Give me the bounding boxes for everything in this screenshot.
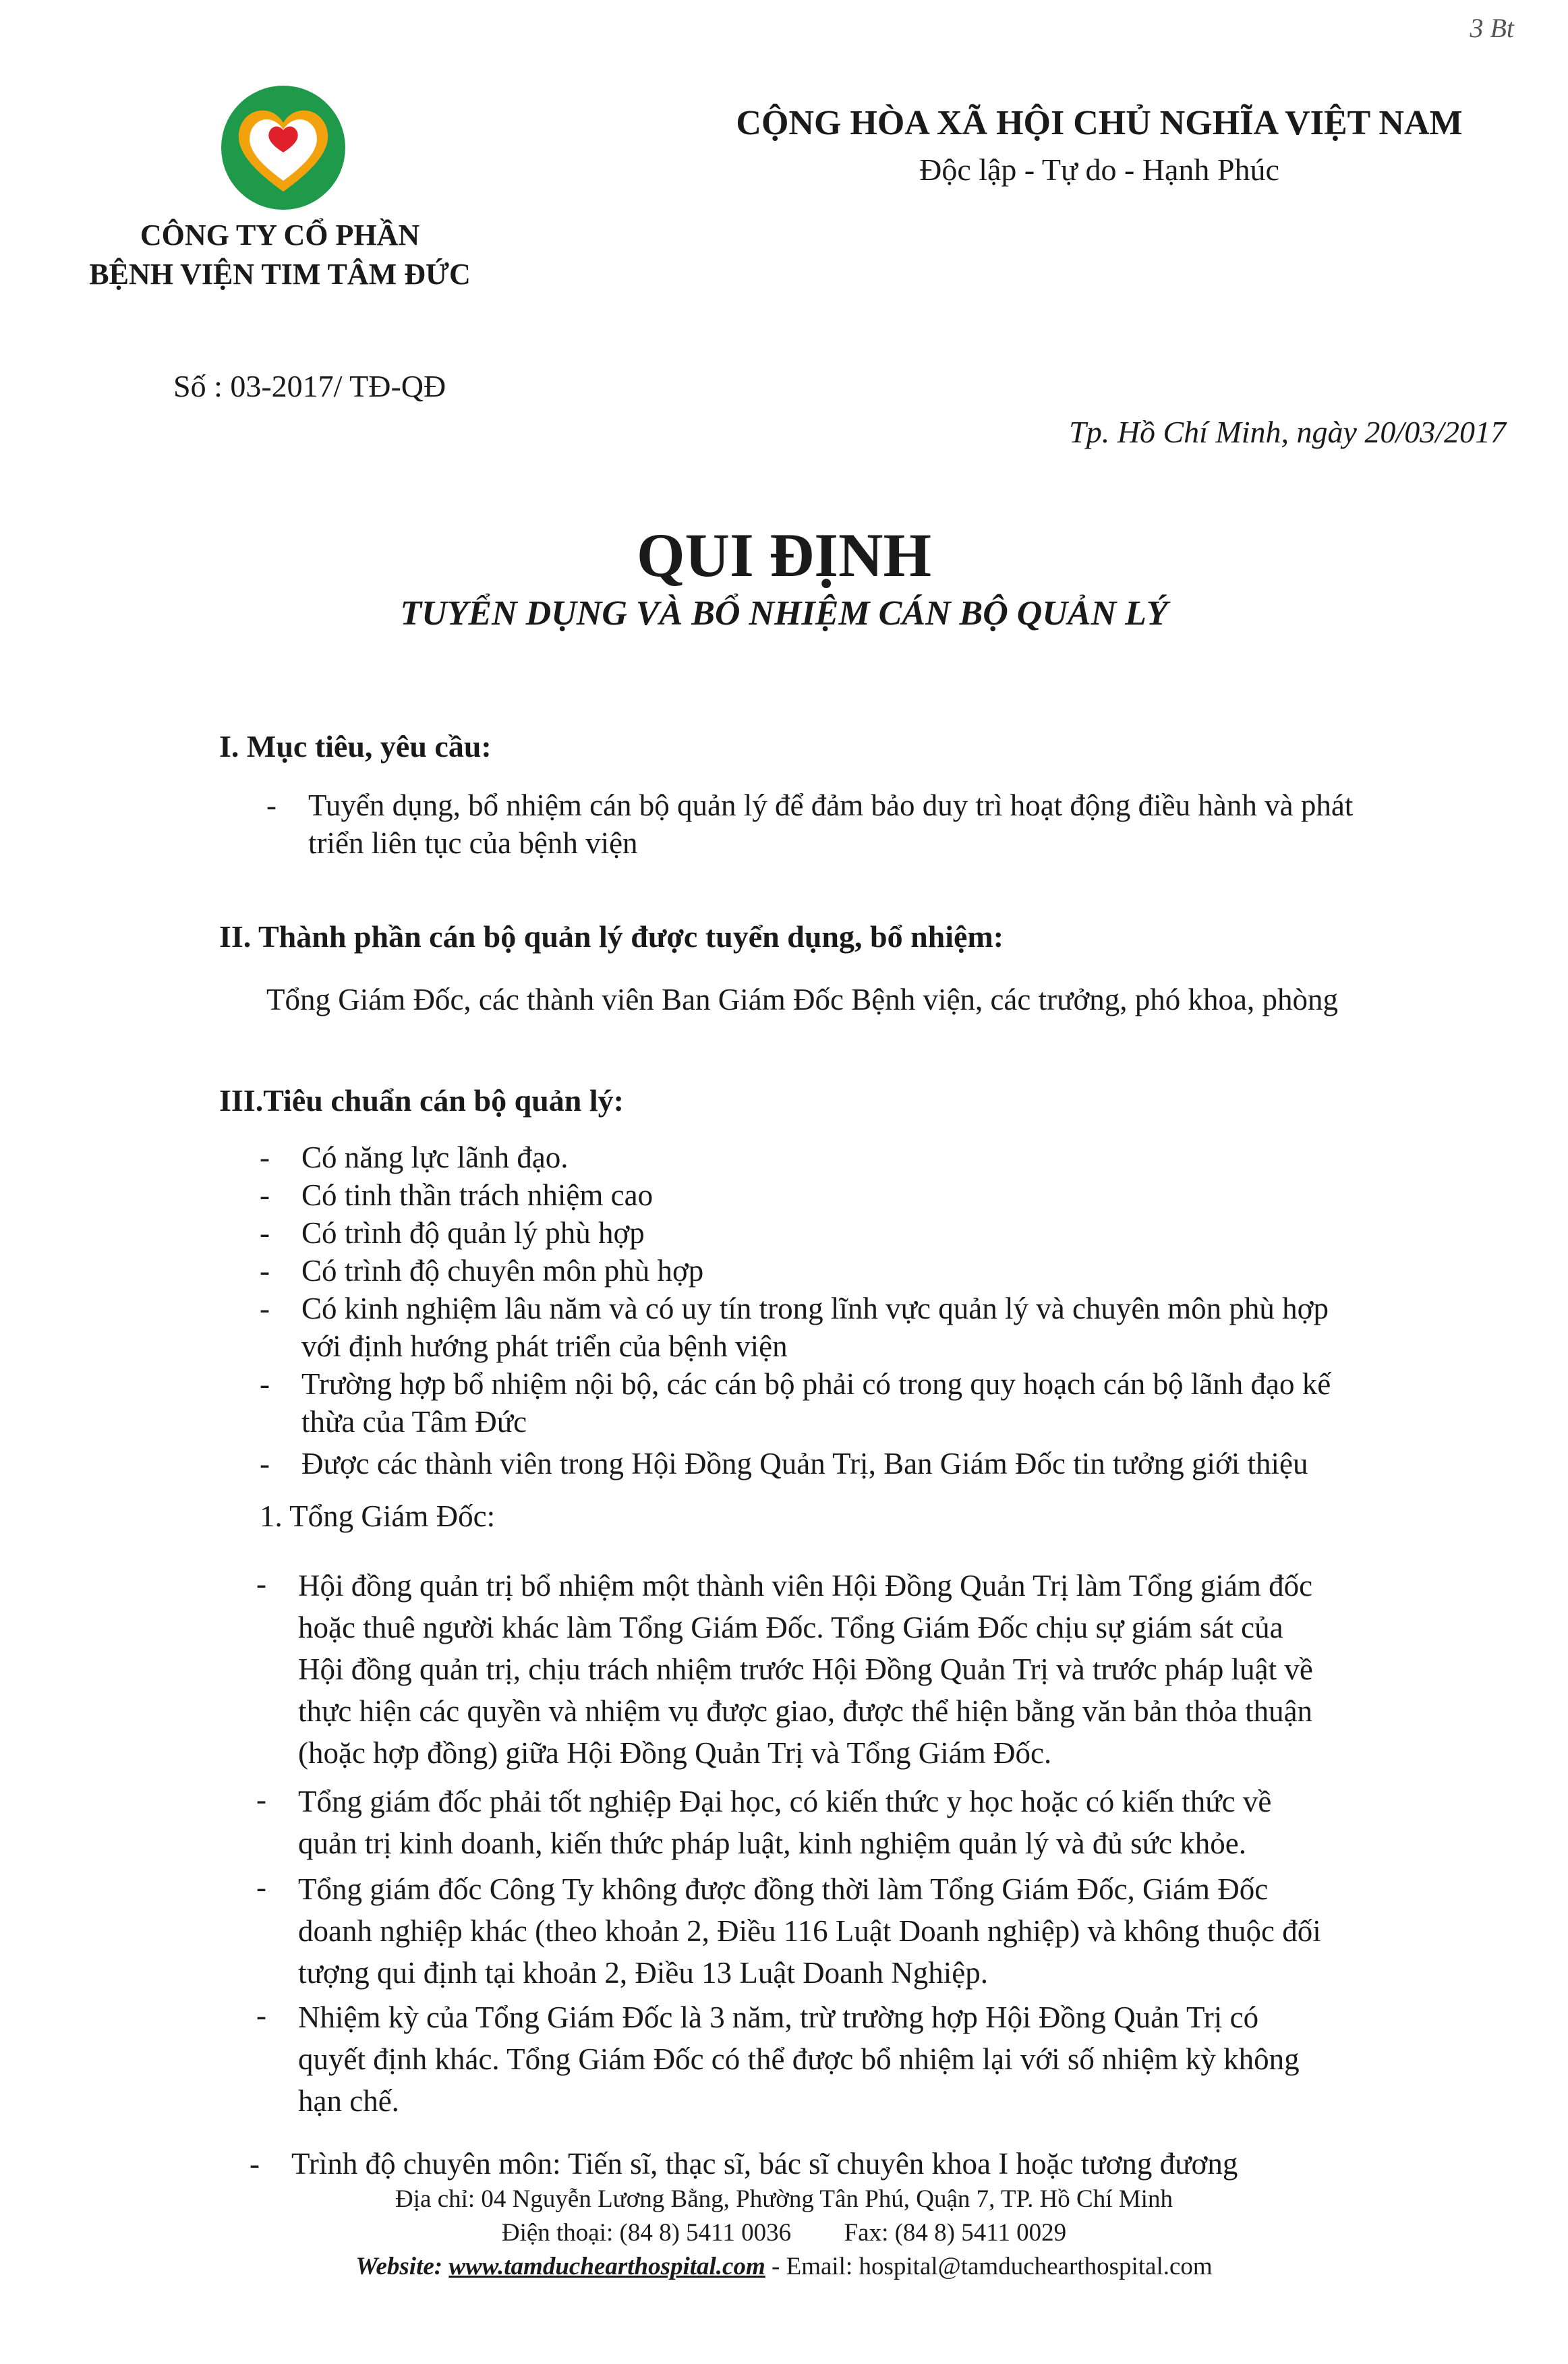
footer-contact — [0, 2216, 1568, 2250]
company-line-2: BỆNH VIỆN TIM TÂM ĐỨC — [89, 258, 471, 291]
list-item-line: (hoặc hợp đồng) giữa Hội Đồng Quản Trị và Tổng Giám Đốc. — [298, 1736, 1052, 1770]
list-item-line: tượng qui định tại khoản 2, Điều 13 Luật Doanh Nghiệp. — [298, 1956, 989, 1990]
section-2-text: Tổng Giám Đốc, các thành viên Ban Giám Đốc Bệnh viện, các trưởng, phó khoa, phòng — [266, 983, 1339, 1016]
place-date: Tp. Hồ Chí Minh, ngày 20/03/2017 — [1069, 415, 1506, 449]
footer-address: Địa chỉ: 04 Nguyễn Lương Bằng, Phường Tân Phú, Quận 7, TP. Hồ Chí Minh — [395, 2185, 1173, 2213]
footer-fax: Fax: (84 8) 5411 0029 — [844, 2219, 1067, 2247]
section-2-heading: II. Thành phần cán bộ quản lý được tuyển dụng, bổ nhiệm: — [219, 919, 1004, 954]
list-item-line: hạn chế. — [298, 2084, 399, 2118]
footer-website-link[interactable]: www.tamduchearthospital.com — [448, 2253, 765, 2280]
list-item-line: triển liên tục của bệnh viện — [308, 826, 638, 860]
list-item-line: quản trị kinh doanh, kiến thức pháp luật, kinh nghiệm quản lý và đủ sức khỏe. — [298, 1826, 1247, 1860]
list-item-line: Hội đồng quản trị bổ nhiệm một thành viên Hội Đồng Quản Trị làm Tổng giám đốc — [298, 1569, 1313, 1603]
list-item-line: Có kinh nghiệm lâu năm và có uy tín trong lĩnh vực quản lý và chuyên môn phù hợp — [301, 1292, 1329, 1325]
company-name — [47, 216, 513, 294]
document-subtitle: TUYỂN DỤNG VÀ BỔ NHIỆM CÁN BỘ QUẢN LÝ — [400, 594, 1168, 633]
list-item-line: hoặc thuê người khác làm Tổng Giám Đốc. Tổng Giám Đốc chịu sự giám sát của — [298, 1611, 1283, 1644]
list-item-line: với định hướng phát triển của bệnh viện — [301, 1329, 788, 1363]
footer-email[interactable]: - Email: hospital@tamduchearthospital.com — [765, 2253, 1213, 2280]
sub-heading-ceo: 1. Tổng Giám Đốc: — [260, 1499, 496, 1533]
section-1-heading: I. Mục tiêu, yêu cầu: — [219, 729, 492, 763]
list-item-line: Nhiệm kỳ của Tổng Giám Đốc là 3 năm, trừ trường hợp Hội Đồng Quản Trị có — [298, 2000, 1259, 2034]
document-number: Số : 03-2017/ TĐ-QĐ — [173, 369, 446, 403]
list-item-line: thừa của Tâm Đức — [301, 1405, 527, 1439]
list-item-line: doanh nghiệp khác (theo khoản 2, Điều 116 Luật Doanh nghiệp) và không thuộc đối — [298, 1914, 1321, 1948]
footer-website-label: Website: — [355, 2253, 449, 2280]
list-item-line: thực hiện các quyền và nhiệm vụ được giao, được thể hiện bằng văn bản thỏa thuận — [298, 1694, 1313, 1728]
list-item-line: Tổng giám đốc phải tốt nghiệp Đại học, có kiến thức y học hoặc có kiến thức về — [298, 1785, 1272, 1818]
nation-heading: CỘNG HÒA XÃ HỘI CHỦ NGHĨA VIỆT NAM — [736, 104, 1463, 142]
company-line-1: CÔNG TY CỔ PHẦN — [140, 219, 420, 252]
list-item-line: Trường hợp bổ nhiệm nội bộ, các cán bộ phải có trong quy hoạch cán bộ lãnh đạo kế — [301, 1367, 1331, 1401]
scan-mark: 3 Bt — [1470, 13, 1514, 43]
document-title: QUI ĐỊNH — [636, 521, 932, 589]
section-3-heading: III.Tiêu chuẩn cán bộ quản lý: — [219, 1083, 624, 1118]
list-item-line: Tuyển dụng, bổ nhiệm cán bộ quản lý để đảm bảo duy trì hoạt động điều hành và phát — [308, 788, 1354, 822]
list-item-line: quyết định khác. Tổng Giám Đốc có thể được bổ nhiệm lại với số nhiệm kỳ không — [298, 2042, 1300, 2076]
list-item-line: Hội đồng quản trị, chịu trách nhiệm trước Hội Đồng Quản Trị và trước pháp luật về — [298, 1652, 1313, 1686]
footer-web — [0, 2250, 1568, 2284]
hospital-logo — [221, 85, 346, 210]
footer-phone: Điện thoại: (84 8) 5411 0036 — [501, 2219, 792, 2247]
list-item-line: Tổng giám đốc Công Ty không được đồng thời làm Tổng Giám Đốc, Giám Đốc — [298, 1872, 1269, 1906]
national-motto: Độc lập - Tự do - Hạnh Phúc — [919, 152, 1279, 187]
